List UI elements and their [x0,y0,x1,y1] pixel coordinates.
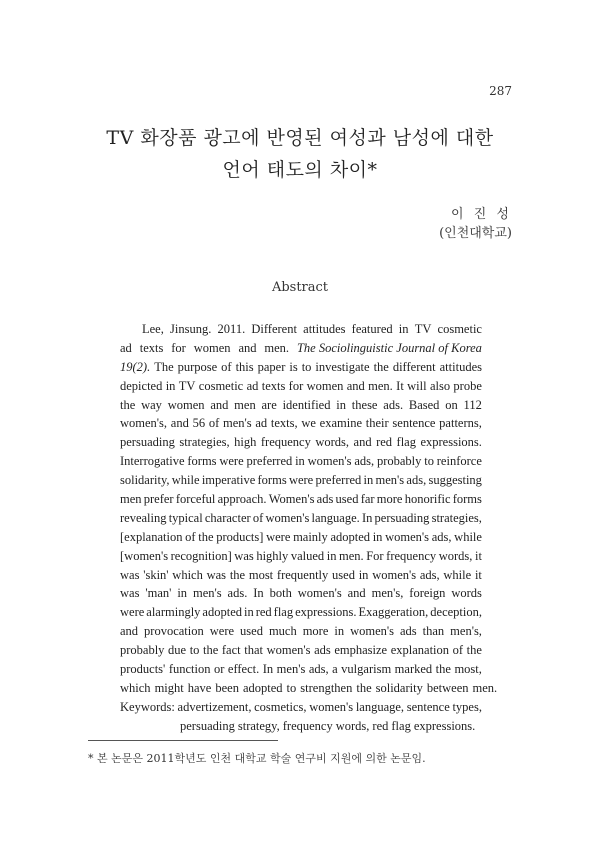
abstract-line: ad texts for women and men. The Sociolinguistic Journal of Korea [120,340,482,355]
abstract-line: 19(2). The purpose of this paper is to investigate the different attitudes [120,359,482,374]
abstract-line: were alarmingly adopted in red flag expressions. Exaggeration, deception, [120,605,482,620]
abstract-heading: Abstract [271,280,329,295]
abstract-line: solidarity, while imperative forms were preferred in men's ads, suggesting [120,473,482,488]
abstract-line: Keywords: advertizement, cosmetics, women's language, sentence types, [120,699,482,714]
abstract-line: [explanation of the products] were mainly adopted in women's ads, while [120,529,482,544]
abstract-line: was 'man' in men's ads. In both women's and men's, foreign words [120,586,482,601]
footnote: * 본 논문은 2011학년도 인천 대학교 학술 연구비 지원에 의한 논문임. [88,752,426,765]
abstract-line: Interrogative forms were preferred in women's ads, probably to reinforce [120,454,482,469]
abstract-line: [women's recognition] was highly valued in men. For frequency words, it [120,548,482,563]
abstract-body [120,320,498,736]
abstract-line: products' function or effect. In men's ads, a vulgarism marked the most, [120,662,482,677]
abstract-line: probably due to the fact that women's ads emphasize explanation of the [120,643,482,658]
paper-title-line-2: 언어 태도의 차이* [222,159,378,181]
abstract-line: persuading strategies, high frequency words, and red flag expressions. [120,435,482,450]
abstract-line: women's, and 56 of men's ad texts, we examine their sentence patterns, [120,416,482,431]
page-number: 287 [489,84,512,98]
abstract-line: was 'skin' which was the most frequently used in women's ads, while it [120,567,482,582]
author-name: 이 진 성 [451,207,512,222]
footnote-divider [88,740,278,741]
abstract-line: persuading strategy, frequency words, red flag expressions. [180,718,476,733]
abstract-line: Lee, Jinsung. 2011. Different attitudes featured in TV cosmetic [142,322,482,336]
abstract-line: the way women and men are identified in these ads. Based on 112 [120,397,482,412]
author-affiliation: (인천대학교) [439,226,512,241]
abstract-line: revealing typical character of women's language. In persuading strategies, [120,510,482,525]
abstract-line: and provocation were used much more in women's ads than men's, [120,624,482,639]
paper-title-line-1: TV 화장품 광고에 반영된 여성과 남성에 대한 [106,127,494,149]
abstract-line: depicted in TV cosmetic ad texts for women and men. It will also probe [120,378,482,393]
abstract-line: which might have been adopted to strengthen the solidarity between men. [120,680,498,695]
abstract-line: men prefer forceful approach. Women's ads used far more honorific forms [120,492,482,507]
